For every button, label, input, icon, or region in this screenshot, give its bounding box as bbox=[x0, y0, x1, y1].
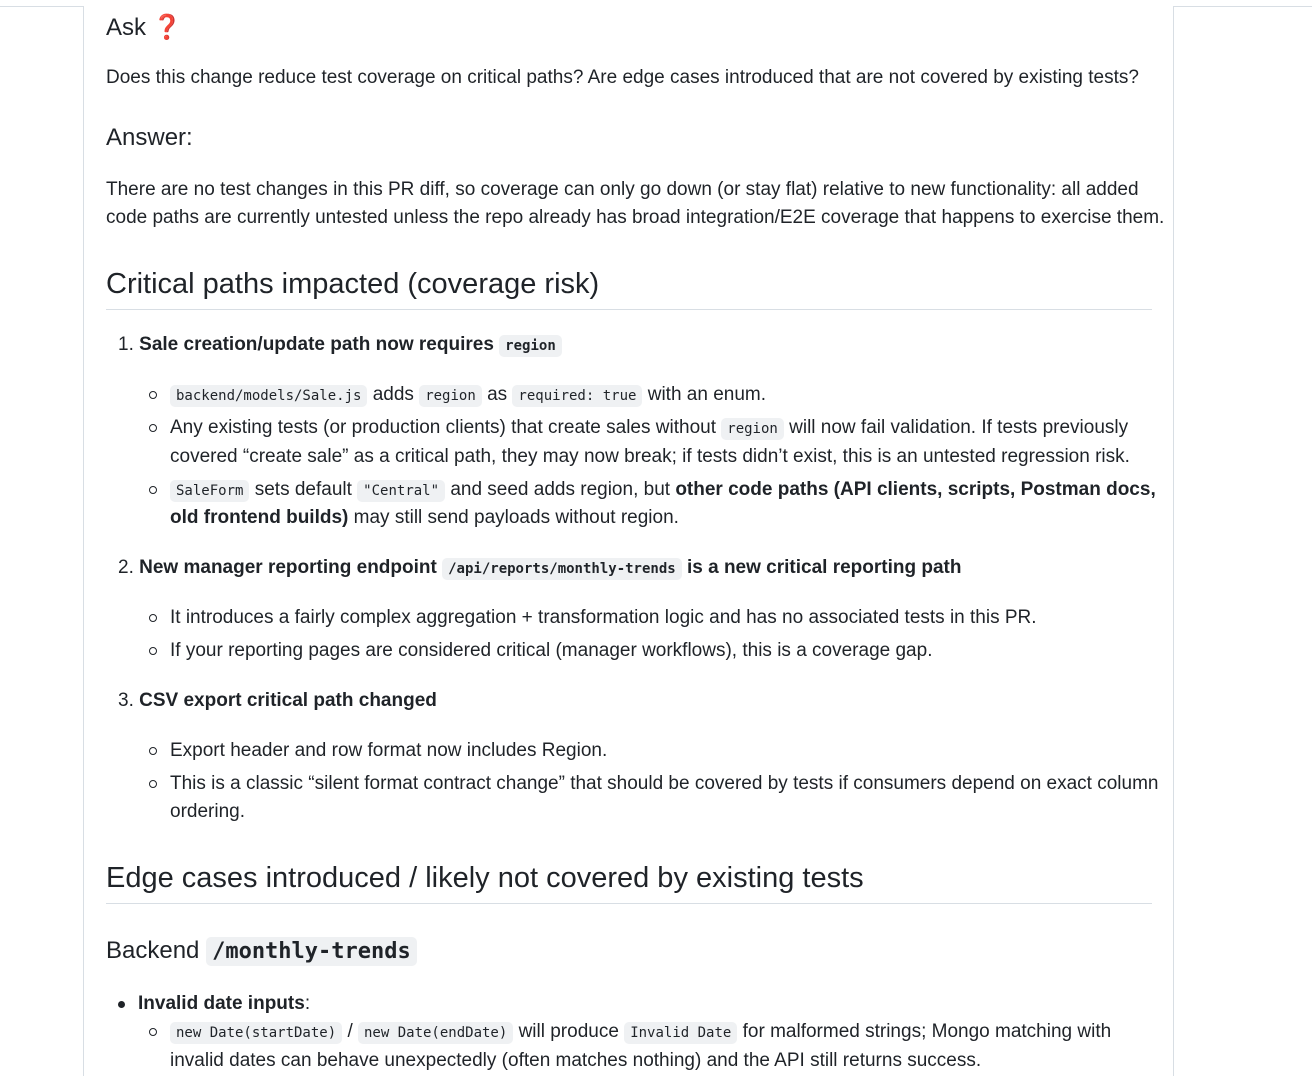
inline-code: region bbox=[499, 335, 562, 357]
answer-line-2: code paths are currently untested unless the repo already has broad integration/E2E coverage that happens to exercise them. bbox=[106, 207, 1165, 228]
answer-line-1: There are no test changes in this PR diff, so coverage can only go down (or stay flat) relative to new functionality: all added bbox=[106, 179, 1139, 200]
question-mark-icon: ❓ bbox=[152, 14, 182, 41]
critical-item-3-bullet-1: Export header and row format now includes Region. bbox=[170, 737, 607, 765]
backend-heading: Backend /monthly-trends bbox=[106, 934, 417, 969]
critical-item-2-bullet-2: If your reporting pages are considered critical (manager workflows), this is a coverage gap. bbox=[170, 637, 932, 665]
inline-code: /api/reports/monthly-trends bbox=[442, 558, 682, 580]
critical-item-2: 2. New manager reporting endpoint /api/reports/monthly-trends is a new critical reporting path bbox=[118, 557, 962, 578]
backend-sub-bullet-1-cont: invalid dates can behave unexpectedly (often matches nothing) and the API still returns success. bbox=[170, 1050, 982, 1071]
critical-item-1: 1. Sale creation/update path now requires region bbox=[118, 331, 562, 360]
critical-item-1-bullet-2: Any existing tests (or production clients) that create sales without region will now fail validation. If tests previously bbox=[170, 414, 1128, 443]
critical-item-3-bullet-2-cont: ordering. bbox=[170, 801, 245, 822]
critical-paths-heading: Critical paths impacted (coverage risk) bbox=[106, 268, 600, 300]
backend-sub-bullet-1: new Date(startDate) / new Date(endDate) will produce Invalid Date for malformed strings; Mongo matching with bbox=[170, 1018, 1111, 1047]
heading-divider bbox=[106, 903, 1152, 904]
critical-item-3: 3. CSV export critical path changed bbox=[118, 690, 437, 711]
critical-item-2-bullet-1: It introduces a fairly complex aggregation + transformation logic and has no associated tests in this PR. bbox=[170, 604, 1037, 632]
heading-divider bbox=[106, 309, 1152, 310]
answer-heading: Answer: bbox=[106, 124, 193, 151]
ask-question: Does this change reduce test coverage on critical paths? Are edge cases introduced that are not covered by existing tests? bbox=[106, 67, 1139, 88]
critical-item-1-bullet-2-cont: covered “create sale” as a critical path, they may now break; if tests didn’t exist, this is an untested regression risk. bbox=[170, 446, 1130, 467]
critical-item-1-bullet-3: SaleForm sets default "Central" and seed adds region, but other code paths (API clients, scripts, Postman docs, bbox=[170, 476, 1156, 505]
critical-item-3-bullet-2: This is a classic “silent format contract change” that should be covered by tests if consumers depend on exact column bbox=[170, 770, 1158, 798]
edge-cases-heading: Edge cases introduced / likely not covered by existing tests bbox=[106, 862, 864, 894]
critical-item-1-bullet-1: backend/models/Sale.js adds region as required: true with an enum. bbox=[170, 381, 766, 410]
backend-bullet-1: Invalid date inputs: bbox=[138, 990, 310, 1018]
critical-item-1-bullet-3-cont: old frontend builds) may still send payloads without region. bbox=[170, 507, 679, 528]
ask-heading: Ask ❓ bbox=[106, 14, 182, 41]
comment-card bbox=[83, 6, 1174, 1076]
